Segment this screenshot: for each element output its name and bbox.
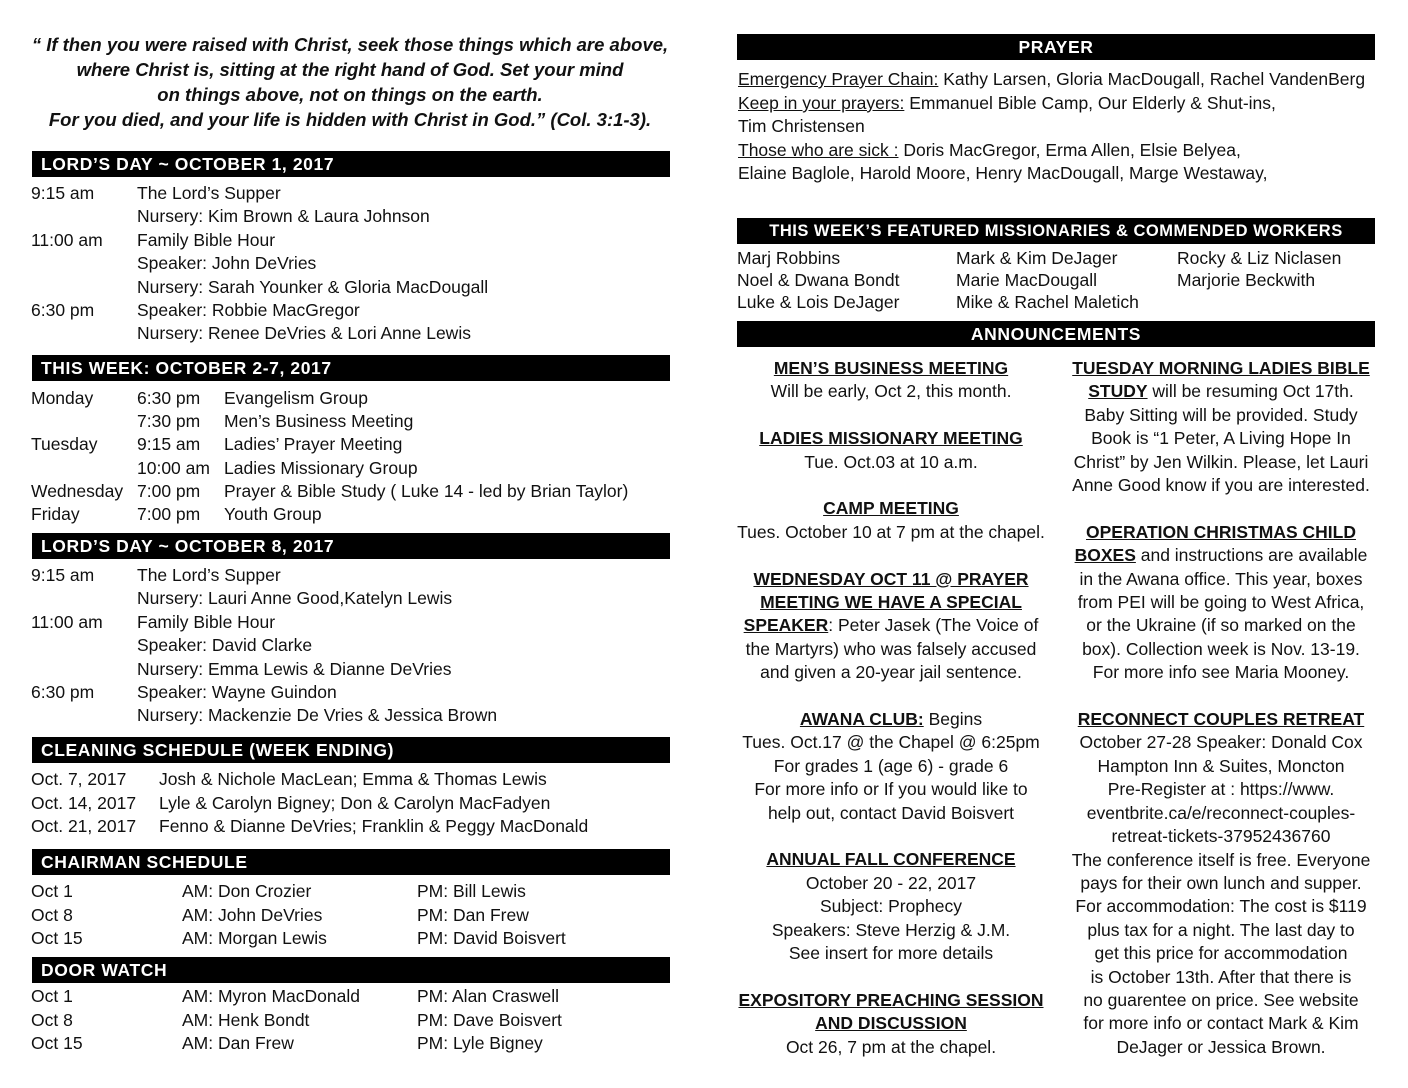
chairman-cell: PM: David Boisvert: [417, 928, 566, 949]
keep-in-prayers-names: Emmanuel Bible Camp, Our Elderly & Shut-ins,: [904, 93, 1276, 113]
keep-in-prayers-line: [738, 92, 1276, 115]
missionary-name: Marjorie Beckwith: [1177, 269, 1316, 290]
this-week-cell: 10:00 am: [137, 457, 210, 478]
this-week-cell: 7:00 pm: [137, 480, 201, 501]
retreat-link: eventbrite.ca/e/reconnect-couples-: [1086, 802, 1356, 823]
scripture-verse: [30, 32, 670, 132]
lords-day-oct1-cell: Speaker: Robbie MacGregor: [137, 300, 360, 320]
door-watch-cell: Oct 8: [31, 1009, 73, 1030]
chairman-cell: Oct 1: [31, 881, 73, 901]
this-week-cell: 9:15 am: [137, 434, 201, 455]
door-watch-cell: AM: Myron MacDonald: [182, 986, 360, 1006]
section-header-chairman: CHAIRMAN SCHEDULE: [32, 849, 670, 875]
ladies-missionary-meeting: LADIES MISSIONARY MEETING Tue. Oct.03 at 10 a.m.: [759, 428, 1023, 472]
awana-club: AWANA CLUB: Begins Tues. Oct.17 @ the Chapel @ 6:25pm For grades 1 (age 6) - grade 6 For more info or If you would like to help out, contact David Boisvert: [742, 709, 1040, 823]
section-header-missionaries: THIS WEEK’S FEATURED MISSIONARIES & COMMENDED WORKERS: [737, 218, 1375, 244]
cleaning-cell: Oct. 14, 2017: [31, 792, 137, 813]
this-week-cell: 6:30 pm: [137, 388, 201, 408]
wednesday-special-speaker: WEDNESDAY OCT 11 @ PRAYER MEETING WE HAVE A SPECIAL SPEAKER: Peter Jasek (The Voice of the Martyrs) who was falsely accused and given a 20-year jail sentence.: [743, 568, 1039, 683]
missionary-name: Mike & Rachel Maletich: [956, 291, 1139, 312]
section-header-lords-day-oct1: LORD’S DAY ~ OCTOBER 1, 2017: [32, 151, 670, 177]
missionary-name: Mark & Kim DeJager: [956, 248, 1118, 268]
chairman-cell: AM: Morgan Lewis: [182, 928, 327, 949]
missionary-name: Noel & Dwana Bondt: [737, 269, 900, 290]
lords-day-oct1-cell: Nursery: Renee DeVries & Lori Anne Lewis: [137, 323, 471, 344]
door-watch-cell: PM: Alan Craswell: [417, 986, 559, 1006]
lords-day-oct1-cell: Nursery: Sarah Younker & Gloria MacDougall: [137, 276, 489, 297]
section-header-announcements: ANNOUNCEMENTS: [737, 321, 1375, 347]
announcements-right-column: [1062, 357, 1380, 1083]
verse-line: “ If then you were raised with Christ, seek those things which are above,: [31, 34, 669, 55]
chairman-cell: PM: Bill Lewis: [417, 881, 526, 901]
annual-fall-conference: ANNUAL FALL CONFERENCE October 20 - 22, 2017 Subject: Prophecy Speakers: Steve Herzig & J.M. See insert for more details: [766, 849, 1016, 964]
lords-day-oct8-cell: 9:15 am: [31, 565, 95, 585]
lords-day-oct1-cell: 6:30 pm: [31, 300, 95, 320]
expository-preaching-session: EXPOSITORY PREACHING SESSION AND DISCUSSION Oct 26, 7 pm at the chapel.: [738, 989, 1044, 1057]
cleaning-cell: Fenno & Dianne DeVries; Franklin & Peggy MacDonald: [159, 816, 589, 837]
door-watch-cell: AM: Henk Bondt: [182, 1009, 310, 1030]
sick-line: [738, 139, 1241, 162]
missionary-name: Marj Robbins: [737, 248, 841, 268]
operation-christmas-child: OPERATION CHRISTMAS CHILD BOXES and instructions are available in the Awana office. This year, boxes from PEI will be going to West Africa, or the Ukraine (if so marked on the box). Collection week is Nov. 13-19. For more info see Maria Mooney.: [1074, 521, 1368, 683]
keep-in-prayers-label: Keep in your prayers:: [738, 93, 905, 113]
lords-day-oct1-cell: The Lord’s Supper: [137, 183, 281, 203]
lords-day-oct8-cell: 11:00 am: [31, 611, 103, 632]
camp-meeting: CAMP MEETING Tues. October 10 at 7 pm at the chapel.: [737, 498, 1045, 542]
chairman-cell: AM: John DeVries: [182, 904, 323, 925]
door-watch-cell: Oct 1: [31, 986, 73, 1006]
verse-line: where Christ is, sitting at the right hand of God. Set your mind: [76, 59, 624, 80]
cleaning-cell: Oct. 21, 2017: [31, 816, 137, 837]
cleaning-cell: Lyle & Carolyn Bigney; Don & Carolyn MacFadyen: [159, 792, 551, 813]
section-header-prayer: PRAYER: [737, 34, 1375, 60]
chairman-cell: AM: Don Crozier: [182, 881, 312, 901]
chairman-cell: Oct 15: [31, 928, 83, 949]
lords-day-oct8-cell: Nursery: Emma Lewis & Dianne DeVries: [137, 658, 452, 679]
sick-label: Those who are sick :: [738, 140, 899, 160]
this-week-cell: Men’s Business Meeting: [224, 411, 414, 432]
this-week-cell: Youth Group: [224, 504, 322, 524]
cleaning-cell: Josh & Nichole MacLean; Emma & Thomas Lewis: [159, 769, 547, 789]
this-week-cell: Prayer & Bible Study ( Luke 14 - led by Brian Taylor): [224, 480, 629, 501]
reconnect-couples-retreat: RECONNECT COUPLES RETREAT October 27-28 Speaker: Donald Cox Hampton Inn & Suites, Moncton Pre-Register at : https://www. eventbrite.ca/e/reconnect-couples- retreat-tickets-37952436760 The conference itself is free. Everyone pays for their own lunch and supper. For accommodation: The cost is $119 plus tax for a night. The last day to get this price for accommodation is October 13th. After that there is no guarentee on price. See website for more info or contact Mark & Kim DeJager or Jessica Brown.: [1071, 709, 1371, 1057]
this-week-cell: Monday: [31, 388, 94, 408]
lords-day-oct1-cell: 11:00 am: [31, 229, 103, 250]
keep-in-prayers-line-2: Tim Christensen: [738, 116, 865, 136]
chairman-cell: Oct 8: [31, 904, 73, 925]
this-week-cell: Tuesday: [31, 434, 98, 455]
door-watch-cell: PM: Lyle Bigney: [417, 1033, 543, 1054]
lords-day-oct8-cell: Family Bible Hour: [137, 611, 276, 632]
lords-day-oct8-cell: Speaker: Wayne Guindon: [137, 682, 337, 702]
lords-day-oct8-cell: Nursery: Lauri Anne Good,Katelyn Lewis: [137, 588, 453, 609]
this-week-cell: 7:30 pm: [137, 411, 201, 432]
section-header-this-week: THIS WEEK: OCTOBER 2-7, 2017: [32, 355, 670, 381]
this-week-cell: Friday: [31, 504, 80, 524]
lords-day-oct1-cell: Nursery: Kim Brown & Laura Johnson: [137, 206, 430, 227]
lords-day-oct1-cell: 9:15 am: [31, 183, 95, 203]
this-week-cell: Ladies Missionary Group: [224, 457, 418, 478]
prayer-chain-line: [738, 68, 1365, 91]
door-watch-cell: AM: Dan Frew: [182, 1033, 294, 1054]
lords-day-oct8-cell: 6:30 pm: [31, 682, 95, 702]
lords-day-oct8-cell: Nursery: Mackenzie De Vries & Jessica Brown: [137, 705, 498, 726]
mens-business-meeting: MEN’S BUSINESS MEETING Will be early, Oct 2, this month.: [770, 358, 1012, 402]
verse-line: For you died, and your life is hidden with Christ in God.” (Col. 3:1-3).: [48, 109, 652, 130]
tuesday-ladies-bible-study: TUESDAY MORNING LADIES BIBLE STUDY will be resuming Oct 17th. Baby Sitting will be provided. Study Book is “1 Peter, A Living Hope In Christ” by Jen Wilkin. Please, let Lauri Anne Good know if you are interested.: [1072, 358, 1370, 496]
cleaning-cell: Oct. 7, 2017: [31, 769, 127, 789]
door-watch-cell: Oct 15: [31, 1033, 83, 1054]
this-week-cell: 7:00 pm: [137, 504, 201, 524]
missionary-name: Marie MacDougall: [956, 269, 1098, 290]
this-week-cell: Evangelism Group: [224, 388, 368, 408]
missionary-name: Rocky & Liz Niclasen: [1177, 248, 1342, 268]
section-header-lords-day-oct8: LORD’S DAY ~ OCTOBER 8, 2017: [32, 533, 670, 559]
lords-day-oct8-cell: Speaker: David Clarke: [137, 635, 313, 656]
section-header-cleaning: CLEANING SCHEDULE (WEEK ENDING): [32, 737, 670, 763]
door-watch-cell: PM: Dave Boisvert: [417, 1009, 562, 1030]
missionary-name: Luke & Lois DeJager: [737, 291, 900, 312]
sick-line-2: Elaine Baglole, Harold Moore, Henry MacDougall, Marge Westaway,: [738, 163, 1268, 183]
lords-day-oct1-cell: Family Bible Hour: [137, 229, 276, 250]
verse-line: on things above, not on things on the earth.: [157, 84, 543, 105]
section-header-door-watch: DOOR WATCH: [32, 957, 670, 983]
prayer-chain-label: Emergency Prayer Chain:: [738, 69, 939, 89]
announcements-left-column: [730, 357, 1052, 1082]
chairman-cell: PM: Dan Frew: [417, 904, 529, 925]
prayer-chain-names: Kathy Larsen, Gloria MacDougall, Rachel VandenBerg: [938, 69, 1366, 89]
this-week-cell: Ladies’ Prayer Meeting: [224, 434, 403, 455]
sick-names: Doris MacGregor, Erma Allen, Elsie Belyea,: [898, 140, 1241, 160]
lords-day-oct8-cell: The Lord’s Supper: [137, 565, 281, 585]
this-week-cell: Wednesday: [31, 480, 124, 501]
lords-day-oct1-cell: Speaker: John DeVries: [137, 253, 317, 274]
